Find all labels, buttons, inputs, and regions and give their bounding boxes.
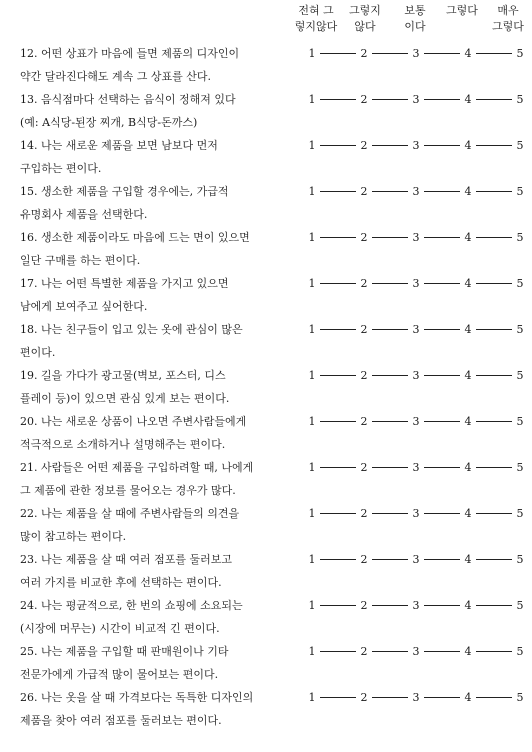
question-text: 21. 사람들은 어떤 제품을 구입하려할 때, 나에게 그 제품에 관한 정보를 물어오는 경우가 많다. xyxy=(20,461,254,497)
scale-connector xyxy=(476,559,512,560)
scale-option-5[interactable]: 5 xyxy=(516,415,524,428)
question-item xyxy=(0,88,532,134)
scale-connector xyxy=(372,99,408,100)
scale-option-2[interactable]: 2 xyxy=(360,277,368,290)
scale-connector xyxy=(372,145,408,146)
scale-connector xyxy=(424,467,460,468)
scale-connector xyxy=(372,605,408,606)
scale-option-4[interactable]: 4 xyxy=(464,599,472,612)
scale-connector xyxy=(476,375,512,376)
scale-connector xyxy=(320,191,356,192)
scale-connector xyxy=(476,237,512,238)
scale-connector xyxy=(320,467,356,468)
scale-option-1[interactable]: 1 xyxy=(308,645,316,658)
question-item xyxy=(0,226,532,272)
scale-connector xyxy=(320,651,356,652)
scale-option-3[interactable]: 3 xyxy=(412,323,420,336)
question-text: 24. 나는 평균적으로, 한 번의 쇼핑에 소요되는 (시장에 머무는) 시간이 비교적 긴 편이다. xyxy=(20,599,243,635)
question-item xyxy=(0,456,532,502)
scale-option-2[interactable]: 2 xyxy=(360,231,368,244)
scale-option-5[interactable]: 5 xyxy=(516,231,524,244)
scale-connector xyxy=(476,283,512,284)
rating-scale xyxy=(307,134,525,157)
question-text: 12. 어떤 상표가 마음에 들면 제품의 디자인이 약간 달라진다해도 계속 그 상표를 산다. xyxy=(20,47,240,83)
scale-option-4[interactable]: 4 xyxy=(464,369,472,382)
scale-connector xyxy=(372,421,408,422)
scale-option-3[interactable]: 3 xyxy=(412,415,420,428)
scale-connector xyxy=(424,651,460,652)
scale-connector xyxy=(424,191,460,192)
rating-scale xyxy=(307,88,525,111)
scale-connector xyxy=(424,421,460,422)
scale-option-4[interactable]: 4 xyxy=(464,93,472,106)
scale-option-4[interactable]: 4 xyxy=(464,507,472,520)
question-item xyxy=(0,180,532,226)
scale-option-5[interactable]: 5 xyxy=(516,461,524,474)
scale-connector xyxy=(476,421,512,422)
scale-option-4[interactable]: 4 xyxy=(464,553,472,566)
scale-connector xyxy=(320,375,356,376)
scale-option-5[interactable]: 5 xyxy=(516,323,524,336)
scale-connector xyxy=(424,375,460,376)
scale-option-2[interactable]: 2 xyxy=(360,507,368,520)
question-text: 14. 나는 새로운 제품을 보면 남보다 먼저 구입하는 편이다. xyxy=(20,139,218,175)
scale-option-1[interactable]: 1 xyxy=(308,185,316,198)
scale-connector xyxy=(476,145,512,146)
scale-connector xyxy=(372,559,408,560)
scale-option-5[interactable]: 5 xyxy=(516,507,524,520)
scale-connector xyxy=(372,375,408,376)
scale-connector xyxy=(372,467,408,468)
scale-option-2[interactable]: 2 xyxy=(360,599,368,612)
question-text: 26. 나는 옷을 살 때 가격보다는 독특한 디자인의 제품을 찾아 여러 점포를 둘러보는 편이다. xyxy=(20,691,254,727)
scale-option-5[interactable]: 5 xyxy=(516,691,524,704)
rating-scale xyxy=(307,640,525,663)
rating-scale xyxy=(307,272,525,295)
scale-connector xyxy=(320,237,356,238)
scale-connector xyxy=(320,697,356,698)
scale-connector xyxy=(320,283,356,284)
question-item xyxy=(0,640,532,686)
question-item xyxy=(0,594,532,640)
header-disagree: 그렇지 않다 xyxy=(349,4,381,33)
header-strongly-disagree: 전혀 그 렇지않다 xyxy=(294,4,338,33)
scale-option-5[interactable]: 5 xyxy=(516,139,524,152)
scale-connector xyxy=(320,605,356,606)
question-item xyxy=(0,134,532,180)
scale-connector xyxy=(320,513,356,514)
scale-option-4[interactable]: 4 xyxy=(464,323,472,336)
scale-connector xyxy=(476,605,512,606)
scale-option-2[interactable]: 2 xyxy=(360,645,368,658)
scale-option-3[interactable]: 3 xyxy=(412,231,420,244)
question-text: 23. 나는 제품을 살 때 여러 점포를 둘러보고 여러 가지를 비교한 후에 선택하는 편이다. xyxy=(20,553,232,589)
scale-connector xyxy=(424,329,460,330)
scale-option-1[interactable]: 1 xyxy=(308,553,316,566)
scale-option-2[interactable]: 2 xyxy=(360,553,368,566)
scale-connector xyxy=(372,237,408,238)
question-text: 18. 나는 친구들이 입고 있는 옷에 관심이 많은 편이다. xyxy=(20,323,243,359)
question-text: 15. 생소한 제품을 구입할 경우에는, 가급적 유명회사 제품을 선택한다. xyxy=(20,185,229,221)
question-text: 17. 나는 어떤 특별한 제품을 가지고 있으면 남에게 보여주고 싶어한다. xyxy=(20,277,229,313)
rating-scale xyxy=(307,456,525,479)
scale-option-1[interactable]: 1 xyxy=(308,277,316,290)
scale-option-4[interactable]: 4 xyxy=(464,277,472,290)
scale-option-2[interactable]: 2 xyxy=(360,185,368,198)
question-item xyxy=(0,502,532,548)
scale-option-1[interactable]: 1 xyxy=(308,415,316,428)
scale-connector xyxy=(424,697,460,698)
scale-connector xyxy=(372,283,408,284)
scale-option-4[interactable]: 4 xyxy=(464,691,472,704)
rating-scale xyxy=(307,410,525,433)
rating-scale xyxy=(307,548,525,571)
scale-option-3[interactable]: 3 xyxy=(412,47,420,60)
scale-option-5[interactable]: 5 xyxy=(516,369,524,382)
scale-option-5[interactable]: 5 xyxy=(516,553,524,566)
scale-option-1[interactable]: 1 xyxy=(308,369,316,382)
scale-option-5[interactable]: 5 xyxy=(516,93,524,106)
scale-connector xyxy=(424,145,460,146)
scale-connector xyxy=(372,651,408,652)
question-text: 22. 나는 제품을 살 때에 주변사람들의 의견을 많이 참고하는 편이다. xyxy=(20,507,240,543)
scale-option-5[interactable]: 5 xyxy=(516,599,524,612)
scale-option-5[interactable]: 5 xyxy=(516,47,524,60)
scale-option-3[interactable]: 3 xyxy=(412,369,420,382)
scale-option-2[interactable]: 2 xyxy=(360,461,368,474)
question-item xyxy=(0,42,532,88)
rating-scale xyxy=(307,364,525,387)
rating-scale xyxy=(307,594,525,617)
rating-scale xyxy=(307,318,525,341)
scale-connector xyxy=(424,53,460,54)
scale-option-2[interactable]: 2 xyxy=(360,323,368,336)
scale-connector xyxy=(320,145,356,146)
scale-connector xyxy=(372,513,408,514)
question-text: 16. 생소한 제품이라도 마음에 드는 면이 있으면 일단 구매를 하는 편이다. xyxy=(20,231,250,267)
scale-option-2[interactable]: 2 xyxy=(360,139,368,152)
scale-option-1[interactable]: 1 xyxy=(308,323,316,336)
scale-connector xyxy=(320,421,356,422)
question-text: 19. 길을 가다가 광고물(벽보, 포스터, 디스 플레이 등)이 있으면 관심 있게 보는 편이다. xyxy=(20,369,230,405)
scale-option-1[interactable]: 1 xyxy=(308,507,316,520)
scale-option-4[interactable]: 4 xyxy=(464,185,472,198)
scale-option-3[interactable]: 3 xyxy=(412,461,420,474)
scale-connector xyxy=(476,697,512,698)
scale-option-3[interactable]: 3 xyxy=(412,599,420,612)
question-item xyxy=(0,548,532,594)
scale-option-4[interactable]: 4 xyxy=(464,461,472,474)
question-item xyxy=(0,686,532,732)
scale-connector xyxy=(320,99,356,100)
scale-option-4[interactable]: 4 xyxy=(464,139,472,152)
scale-option-2[interactable]: 2 xyxy=(360,93,368,106)
question-text: 25. 나는 제품을 구입할 때 판매원이나 기타 전문가에게 가급적 많이 물어보는 편이다. xyxy=(20,645,229,681)
scale-connector xyxy=(476,467,512,468)
scale-option-5[interactable]: 5 xyxy=(516,645,524,658)
scale-option-1[interactable]: 1 xyxy=(308,231,316,244)
question-item xyxy=(0,410,532,456)
scale-option-1[interactable]: 1 xyxy=(308,691,316,704)
scale-connector xyxy=(320,559,356,560)
scale-connector xyxy=(476,513,512,514)
scale-option-4[interactable]: 4 xyxy=(464,415,472,428)
scale-connector xyxy=(476,191,512,192)
rating-scale xyxy=(307,42,525,65)
scale-option-1[interactable]: 1 xyxy=(308,461,316,474)
scale-option-3[interactable]: 3 xyxy=(412,277,420,290)
scale-connector xyxy=(320,329,356,330)
rating-scale xyxy=(307,502,525,525)
scale-option-3[interactable]: 3 xyxy=(412,185,420,198)
scale-option-1[interactable]: 1 xyxy=(308,599,316,612)
question-item xyxy=(0,364,532,410)
scale-connector xyxy=(372,53,408,54)
scale-option-1[interactable]: 1 xyxy=(308,139,316,152)
scale-option-2[interactable]: 2 xyxy=(360,369,368,382)
scale-option-5[interactable]: 5 xyxy=(516,277,524,290)
scale-option-4[interactable]: 4 xyxy=(464,47,472,60)
question-item xyxy=(0,318,532,364)
scale-connector xyxy=(424,99,460,100)
scale-option-3[interactable]: 3 xyxy=(412,691,420,704)
scale-option-4[interactable]: 4 xyxy=(464,231,472,244)
scale-connector xyxy=(372,191,408,192)
scale-option-3[interactable]: 3 xyxy=(412,507,420,520)
scale-connector xyxy=(424,237,460,238)
scale-option-4[interactable]: 4 xyxy=(464,645,472,658)
scale-connector xyxy=(372,329,408,330)
scale-option-5[interactable]: 5 xyxy=(516,185,524,198)
scale-connector xyxy=(424,559,460,560)
rating-scale xyxy=(307,226,525,249)
scale-connector xyxy=(476,651,512,652)
header-agree: 그렇다 xyxy=(446,4,478,17)
scale-connector xyxy=(320,53,356,54)
scale-connector xyxy=(476,99,512,100)
question-text: 20. 나는 새로운 상품이 나오면 주변사람들에게 적극적으로 소개하거나 설명해주는 편이다. xyxy=(20,415,247,451)
scale-connector xyxy=(476,329,512,330)
question-item xyxy=(0,272,532,318)
scale-option-3[interactable]: 3 xyxy=(412,93,420,106)
scale-option-1[interactable]: 1 xyxy=(308,47,316,60)
scale-connector xyxy=(424,283,460,284)
scale-option-3[interactable]: 3 xyxy=(412,553,420,566)
scale-option-2[interactable]: 2 xyxy=(360,691,368,704)
header-neutral: 보통 이다 xyxy=(404,4,426,33)
question-text: 13. 음식점마다 선택하는 음식이 정해져 있다 (예: A식당-된장 찌개, B식당-돈까스) xyxy=(20,93,236,129)
scale-option-3[interactable]: 3 xyxy=(412,139,420,152)
scale-connector xyxy=(476,53,512,54)
rating-scale xyxy=(307,686,525,709)
scale-connector xyxy=(372,697,408,698)
scale-connector xyxy=(424,605,460,606)
scale-option-2[interactable]: 2 xyxy=(360,415,368,428)
scale-option-3[interactable]: 3 xyxy=(412,645,420,658)
scale-option-2[interactable]: 2 xyxy=(360,47,368,60)
rating-scale xyxy=(307,180,525,203)
scale-option-1[interactable]: 1 xyxy=(308,93,316,106)
scale-connector xyxy=(424,513,460,514)
header-strongly-agree: 매우 그렇다 xyxy=(492,4,524,33)
